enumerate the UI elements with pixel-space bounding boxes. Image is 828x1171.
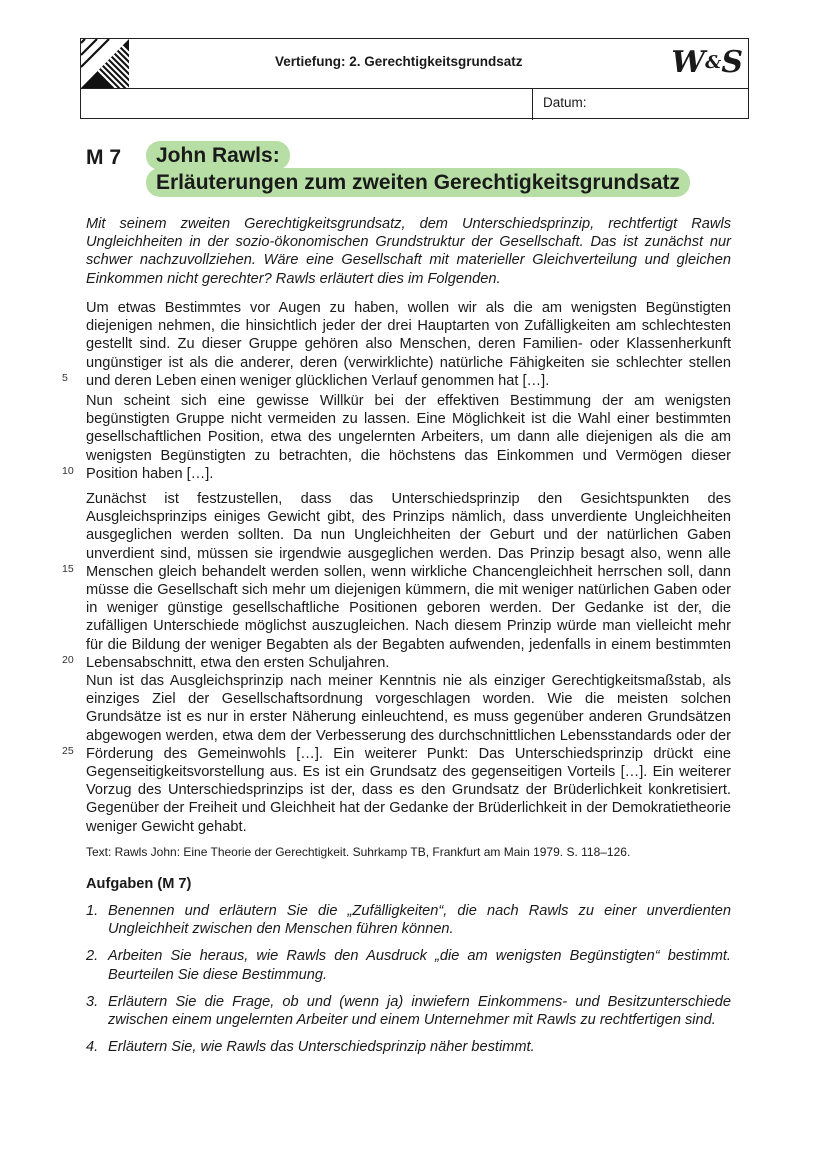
line-number: 25 bbox=[62, 745, 74, 757]
line-number: 20 bbox=[62, 654, 74, 666]
task-item bbox=[86, 1038, 731, 1056]
task-item bbox=[86, 947, 731, 983]
material-title-line1: John Rawls: bbox=[146, 141, 290, 170]
body-paragraph-2: Nun scheint sich eine gewisse Willkür bei der effektiven Bestimmung der am wenigsten begünstigten Gruppe nicht vermeiden zu lassen. Eine Möglichkeit ist die Wahl einer bestimmten gesellschaftlichen Position, etwa des ungelernten Arbeiters, um dann alle diejenigen als die am wenigsten Begünstigten zu betrachten, die höchstens das Einkommen und Vermögen dieser Position haben […]. bbox=[86, 393, 731, 482]
line-number: 15 bbox=[62, 563, 74, 575]
date-field[interactable] bbox=[532, 88, 750, 120]
body-paragraph-3: Zunächst ist festzustellen, dass das Unterschiedsprinzip den Gesichtspunkten des Ausgleichsprinzips einiges Gewicht gibt, des Prinzips nämlich, dass unverdiente Ungleichheiten ausgeglichen werden sollten. Da nun Ungleichheiten der Geburt und der natürlichen Gaben unverdient sind, müssen sie irgendwie ausgeglichen werden. Das Prinzip besagt also, wenn alle Menschen gleich behandelt werden sollen, wenn wirkliche Chancengleichheit herrschen soll, dann müsse die Gesellschaft sich mehr um diejenigen kümmern, die mit weniger natürlichen Gaben oder in weniger günstige gesellschaftliche Positionen geboren werden. Der Gedanke ist der, die zufälligen Unterschiede möglichst auszugleichen. Nach diesem Prinzip würde man vielleicht mehr für die Bildung der weniger Begabten als der Begabten aufwenden, jedenfalls in einem bestimmten Lebensabschnitt, etwa den ersten Schuljahren. bbox=[86, 491, 731, 671]
task-text: Arbeiten Sie heraus, wie Rawls den Ausdruck „die am wenigsten Begünstigten“ bestimmt. Beurteilen Sie diese Bestimmung. bbox=[108, 948, 731, 983]
task-item bbox=[86, 902, 731, 938]
task-text: Erläutern Sie, wie Rawls das Unterschiedsprinzip näher bestimmt. bbox=[108, 1039, 535, 1056]
task-number: 1. bbox=[86, 903, 99, 919]
wochenschau-logo bbox=[671, 45, 742, 80]
tasks-list bbox=[86, 902, 731, 1065]
line-number: 5 bbox=[62, 372, 68, 384]
task-text: Benennen und erläutern Sie die „Zufälligkeiten“, die nach Rawls zu einer unverdienten Ungleichheit zwischen den Menschen führen können. bbox=[108, 903, 731, 938]
brand-letter-s: S bbox=[721, 45, 742, 80]
brand-letter-w: W bbox=[671, 45, 705, 80]
task-number: 3. bbox=[86, 993, 99, 1010]
task-number: 4. bbox=[86, 1039, 99, 1056]
worksheet-header bbox=[80, 38, 749, 119]
material-label: M 7 bbox=[86, 146, 122, 169]
header-title-row bbox=[81, 39, 748, 89]
worksheet-topic-title: Vertiefung: 2. Gerechtigkeitsgrundsatz bbox=[275, 54, 523, 69]
task-number: 2. bbox=[86, 948, 99, 965]
task-item bbox=[86, 993, 731, 1029]
line-number: 10 bbox=[62, 465, 74, 477]
material-title-line2: Erläuterungen zum zweiten Gerechtigkeitsgrundsatz bbox=[146, 168, 690, 197]
source-citation: Text: Rawls John: Eine Theorie der Gerechtigkeit. Suhrkamp TB, Frankfurt am Main 1979. S. 118–126. bbox=[86, 845, 631, 859]
tasks-heading: Aufgaben (M 7) bbox=[86, 876, 192, 892]
date-label: Datum: bbox=[543, 95, 587, 110]
task-text: Erläutern Sie die Frage, ob und (wenn ja) inwiefern Einkommens- und Besitzunterschiede zwischen einem ungelernten Arbeiter und einem Unternehmer mit Rawls zu rechtfertigen sind. bbox=[108, 993, 731, 1029]
intro-paragraph: Mit seinem zweiten Gerechtigkeitsgrundsatz, dem Unterschiedsprinzip, rechtfertigt Rawls Ungleichheiten in der sozio-ökonomischen Grundstruktur der Gesellschaft. Das ist zunächst nur schwer nachzuvollziehen. Wäre eine Gesellschaft mit materieller Gleichverteilung und gleichen Einkommen nicht gerechter? Rawls erläutert dies im Folgenden. bbox=[86, 216, 731, 287]
brand-ampersand: & bbox=[705, 52, 721, 73]
striped-corner-logo-icon bbox=[81, 39, 129, 88]
body-paragraph-4: Nun ist das Ausgleichsprinzip nach meiner Kenntnis nie als einziger Gerechtigkeitsmaßstab, als einziges Ziel der Gesellschaftsordnung vorgeschlagen worden. Wie die meisten solchen Grundsätze ist es nur in erster Näherung einleuchtend, es muss gegenüber anderen Grundsätzen abgewogen werden, etwa dem der Verbesserung des durchschnittlichen Lebensstandards oder der Förderung des Gemeinwohls […]. Ein weiterer Punkt: Das Unterschiedsprinzip drückt eine Gegenseitigkeitsvorstellung aus. Es ist ein Grundsatz des gegenseitigen Vorteils […]. Ein weiterer Vorzug des Unterschiedsprinzips ist der, dass es den Grundsatz der Brüderlichkeit konkretisiert. Gegenüber der Freiheit und Gleichheit hat der Gedanke der Brüderlichkeit in der Demokratietheorie weniger Gewicht gehabt. bbox=[86, 673, 731, 835]
body-paragraph-1: Um etwas Bestimmtes vor Augen zu haben, wollen wir als die am wenigsten Begünstigten diejenigen nehmen, die hinsichtlich jeder der drei Hauptarten von Zufälligkeiten am schlechtesten gestellt sind. Zu dieser Gruppe gehören also Menschen, deren Familien- oder Klassenherkunft ungünstiger ist als die anderer, deren (verwirklichte) natürliche Fähigkeiten sie schlechter stellen und deren Leben einen weniger glücklichen Verlauf genommen hat […]. bbox=[86, 300, 731, 389]
